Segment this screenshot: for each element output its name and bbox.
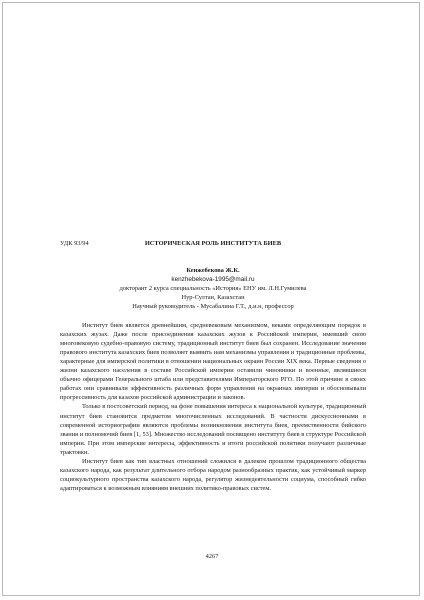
- body-paragraph: Институт биев является древнейшим, средневековым механизмом, веками определяющим порядок в казахских жузах. Даже после присоединения казахских жузов к Российской империи, имевший свою многовековую судебно-правовую систему, традиционный институт биев был сохранен. Исследование значения правового института казахских биев позволяет выявить нам механизмы управления и традиционные проблемы, характерные для имперской политики в отношении национальных окраин России XIX века. Первые сведения о жизни казахского населения в составе Российской империи оставили чиновники и военные, являвшиеся обычно офицерами Генерального штаба или представителями Императорского РГО. По этой причине в своих работах они сравнивали эффективность различных форм управления на окраинах империи и обосновывали прогрессивность для казахов российской администрации и законов.: [60, 321, 366, 402]
- article: [60, 239, 366, 493]
- body-paragraph: Институт биев как тип властных отношений сложился в далеком прошлом традиционного общества казахского народа, как результат длительного отбора народом разнообразных практик, как устойчивый маркер социокультурного пространства казахского народа, регулятор жизнедеятельности социума, способный гибко адаптироваться к возможным влияниям внешних политико-правовых систем.: [60, 457, 366, 493]
- author-email: kenzhebekova-1995@mail.ru: [171, 276, 255, 284]
- scientific-supervisor: Научный руководитель - Мусабалина Г.Т., д.и.н, профессор: [132, 303, 294, 311]
- article-title: ИСТОРИЧЕСКАЯ РОЛЬ ИНСТИТУТА БИЕВ: [144, 240, 282, 248]
- author-name: Кенжебекова Ж.К.: [186, 267, 240, 275]
- author-location: Нур-Султан, Казахстан: [181, 294, 245, 302]
- udk-code: УДК 93/94: [60, 240, 89, 247]
- author-affiliation: докторант 2 курса специальность «История» ЕНУ им. Л.Н.Гумилева: [119, 285, 307, 293]
- page-number: 4267: [205, 553, 219, 560]
- body-paragraph: Только в постсоветский период, на фоне повышения интереса к национальной культуре, традиционный институт биев становится предметом многочисленных исследований. В частности дискуссионными в современной историографии являются проблемы возникновения института биев, преемственности бийского звания и полномочий биев [1, 53]. Множество исследований посвящено институту биев в структуре Российской империи. При этом имперские интересы, эффективность и итоги российской политики получают различные трактовки.: [60, 403, 366, 456]
- author-block: [60, 266, 366, 311]
